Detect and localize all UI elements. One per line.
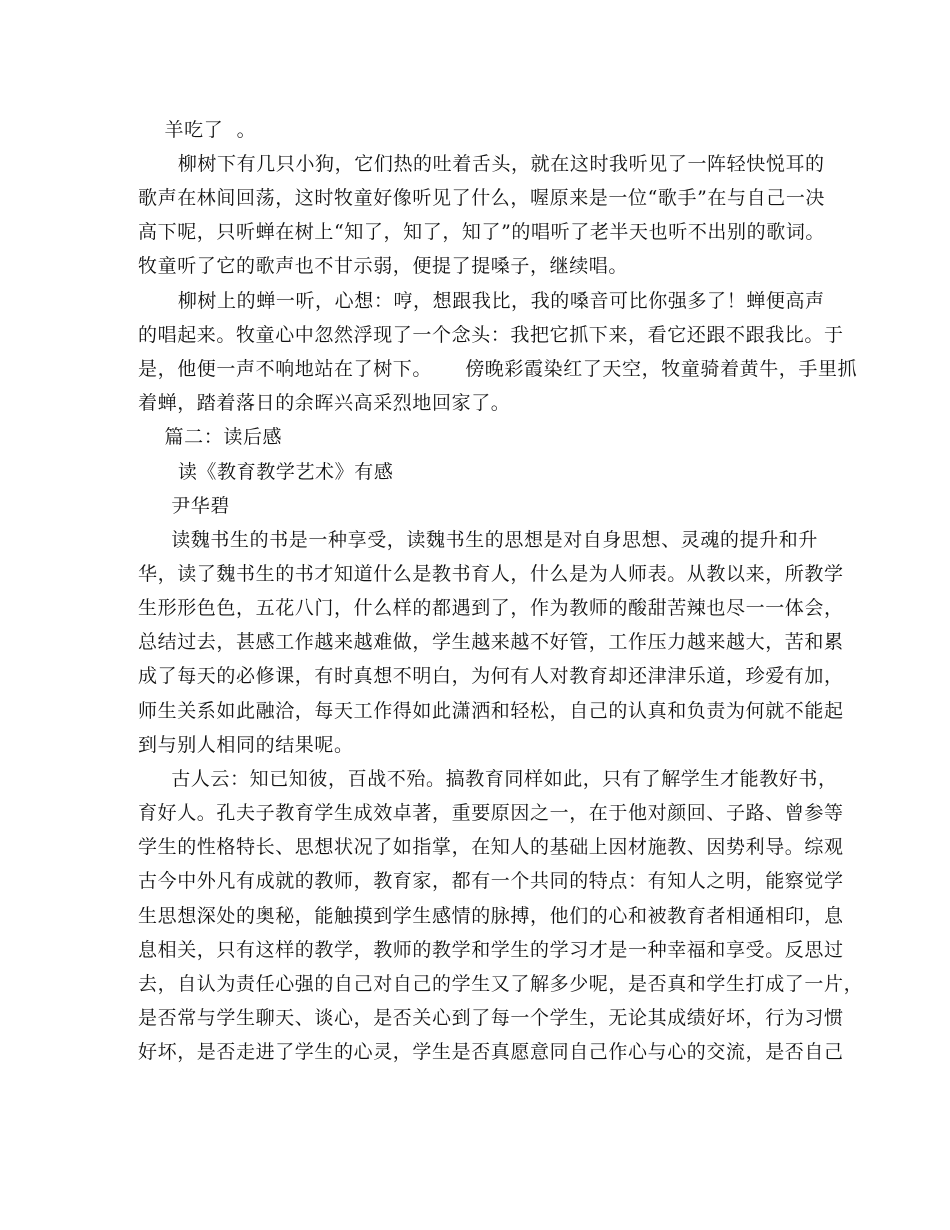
text-line: 成了每天的必修课，有时真想不明白，为何有人对教育却还津津乐道，珍爱有加， [138, 665, 844, 687]
text-line: 生思想深处的奥秘，能触摸到学生感情的脉搏，他们的心和被教育者相通相印，息 [138, 905, 844, 927]
text-line: 好坏，是否走进了学生的心灵，学生是否真愿意同自己作心与心的交流，是否自己 [138, 1041, 844, 1063]
text-line: 是否常与学生聊天、谈心，是否关心到了每一个学生，无论其成绩好坏，行为习惯 [138, 1007, 844, 1029]
text-line: 息相关，只有这样的教学，教师的教学和学生的学习才是一种幸福和享受。反思过 [138, 939, 844, 961]
text-line: 柳树下有几只小狗，它们热的吐着舌头，就在这时我听见了一阵轻快悦耳的 [138, 153, 825, 175]
text-line: 生形形色色，五花八门，什么样的都遇到了，作为教师的酸甜苦辣也尽一一体会， [138, 597, 844, 619]
text-line: 高下呢，只听蝉在树上“知了，知了，知了”的唱听了老半天也听不出别的歌词。 [138, 221, 826, 243]
text-line: 柳树上的蝉一听，心想：哼，想跟我比，我的嗓音可比你强多了！蝉便高声 [138, 290, 825, 312]
text-line: 羊吃了 。 [138, 119, 257, 141]
text-line: 的唱起来。牧童心中忽然浮现了一个念头：我把它抓下来，看它还跟不跟我比。于 [138, 324, 844, 346]
text-line: 学生的性格特长、思想状况了如指掌，在知人的基础上因材施教、因势利导。综观 [138, 836, 844, 858]
text-line: 古人云：知已知彼，百战不殆。搞教育同样如此，只有了解学生才能教好书， [138, 768, 838, 790]
section-heading: 篇二：读后感 [138, 426, 283, 448]
text-line: 去，自认为责任心强的自己对自己的学生又了解多少呢，是否真和学生打成了一片， [138, 973, 864, 995]
text-line: 古今中外凡有成就的教师，教育家，都有一个共同的特点：有知人之明，能察觉学 [138, 870, 844, 892]
author-name: 尹华碧 [138, 495, 230, 517]
text-line: 牧童听了它的歌声也不甘示弱，便提了提嗓子，继续唱。 [138, 255, 629, 277]
text-line: 育好人。孔夫子教育学生成效卓著，重要原因之一，在于他对颜回、子路、曾参等 [138, 802, 844, 824]
text-line: 总结过去，甚感工作越来越难做，学生越来越不好管，工作压力越来越大，苦和累 [138, 631, 844, 653]
text-line: 着蝉，踏着落日的余晖兴高采烈地回家了。 [138, 392, 511, 414]
essay-title: 读《教育教学艺术》有感 [138, 461, 394, 483]
text-line: 读魏书生的书是一种享受，读魏书生的思想是对自身思想、灵魂的提升和升 [138, 529, 818, 551]
text-line: 师生关系如此融洽，每天工作得如此潇洒和轻松，自己的认真和负责为何就不能起 [138, 700, 844, 722]
text-line: 歌声在林间回荡，这时牧童好像听见了什么，喔原来是一位“歌手”在与自己一决 [138, 187, 826, 209]
text-line: 到与别人相同的结果呢。 [138, 734, 354, 756]
text-line: 是，他便一声不响地站在了树下。 傍晚彩霞染红了天空，牧童骑着黄牛，手里抓 [138, 358, 858, 380]
text-line: 华，读了魏书生的书才知道什么是教书育人，什么是为人师表。从教以来，所教学 [138, 563, 844, 585]
